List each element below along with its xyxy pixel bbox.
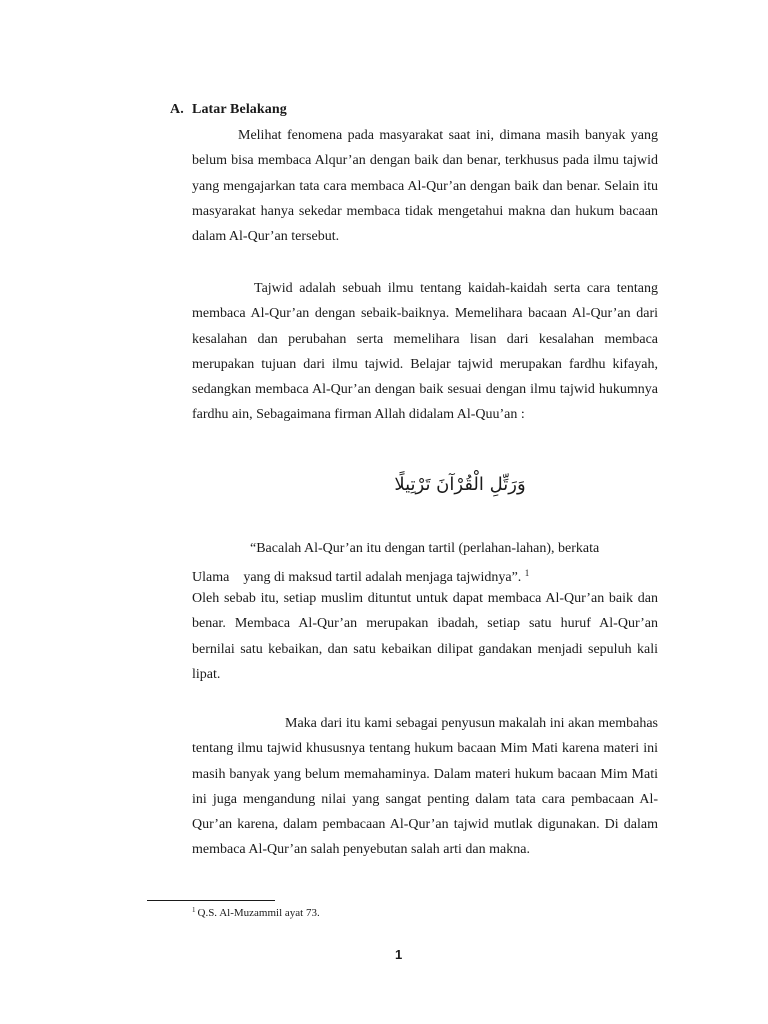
arabic-verse: وَرَتِّلِ الْقُرْآنَ تَرْتِيلًا xyxy=(394,474,526,495)
quote-line-2-text: Ulama yang di maksud tartil adalah menjaga tajwidnya”. xyxy=(192,570,522,585)
footnote-number: 1 xyxy=(192,906,196,914)
page-number: 1 xyxy=(395,947,403,962)
footnote-text: Q.S. Al-Muzammil ayat 73. xyxy=(197,907,320,919)
paragraph-3: Oleh sebab itu, setiap muslim dituntut untuk dapat membaca Al-Qur’an baik dan benar. Membaca Al-Qur’an merupakan ibadah, setiap satu huruf Al-Qur’an bernilai satu kebaikan, dan satu kebaikan dilipat gandakan menjadi sepuluh kali lipat. xyxy=(192,591,658,682)
quote-line-1: “Bacalah Al-Qur’an itu dengan tartil (perlahan-lahan), berkata xyxy=(250,541,600,556)
footnote xyxy=(192,906,320,919)
paragraph-2: Tajwid adalah sebuah ilmu tentang kaidah-kaidah serta cara tentang membaca Al-Qur’an dengan sebaik-baiknya. Memelihara bacaan Al-Qur’an dari kesalahan dan perubahan serta memelihara lisan dari kesalahan membaca merupakan tujuan dari ilmu tajwid. Belajar tajwid merupakan fardhu kifayah, sedangkan membaca Al-Qur’an dengan baik sesuai dengan ilmu tajwid hukumnya fardhu ain, Sebagaimana firman Allah didalam Al-Quu’an : xyxy=(192,281,658,423)
footnote-separator xyxy=(147,900,275,901)
section-title: Latar Belakang xyxy=(192,102,287,117)
section-number: A. xyxy=(170,102,184,117)
verse-translation xyxy=(192,537,658,590)
paragraph-1: Melihat fenomena pada masyarakat saat ini, dimana masih banyak yang belum bisa membaca Alqur’an dengan baik dan benar, terkhusus pada ilmu tajwid yang mengajarkan tata cara membaca Al-Qur’an dengan baik dan benar. Selain itu masyarakat hanya sekedar membaca tidak mengetahui makna dan hukum bacaan dalam Al-Qur’an tersebut. xyxy=(192,128,658,245)
paragraph-4: Maka dari itu kami sebagai penyusun makalah ini akan membahas tentang ilmu tajwid khususnya tentang hukum bacaan Mim Mati karena materi ini masih banyak yang belum memahaminya. Dalam materi hukum bacaan Mim Mati ini juga mengandung nilai yang sangat penting dalam tata cara pembacaan Al-Qur’an karena, dalam pembacaan Al-Qur’an tajwid mutlak digunakan. Di dalam membaca Al-Qur’an salah penyebutan salah arti dan makna. xyxy=(192,716,658,858)
footnote-reference: 1 xyxy=(524,568,530,578)
section-heading xyxy=(170,102,287,118)
